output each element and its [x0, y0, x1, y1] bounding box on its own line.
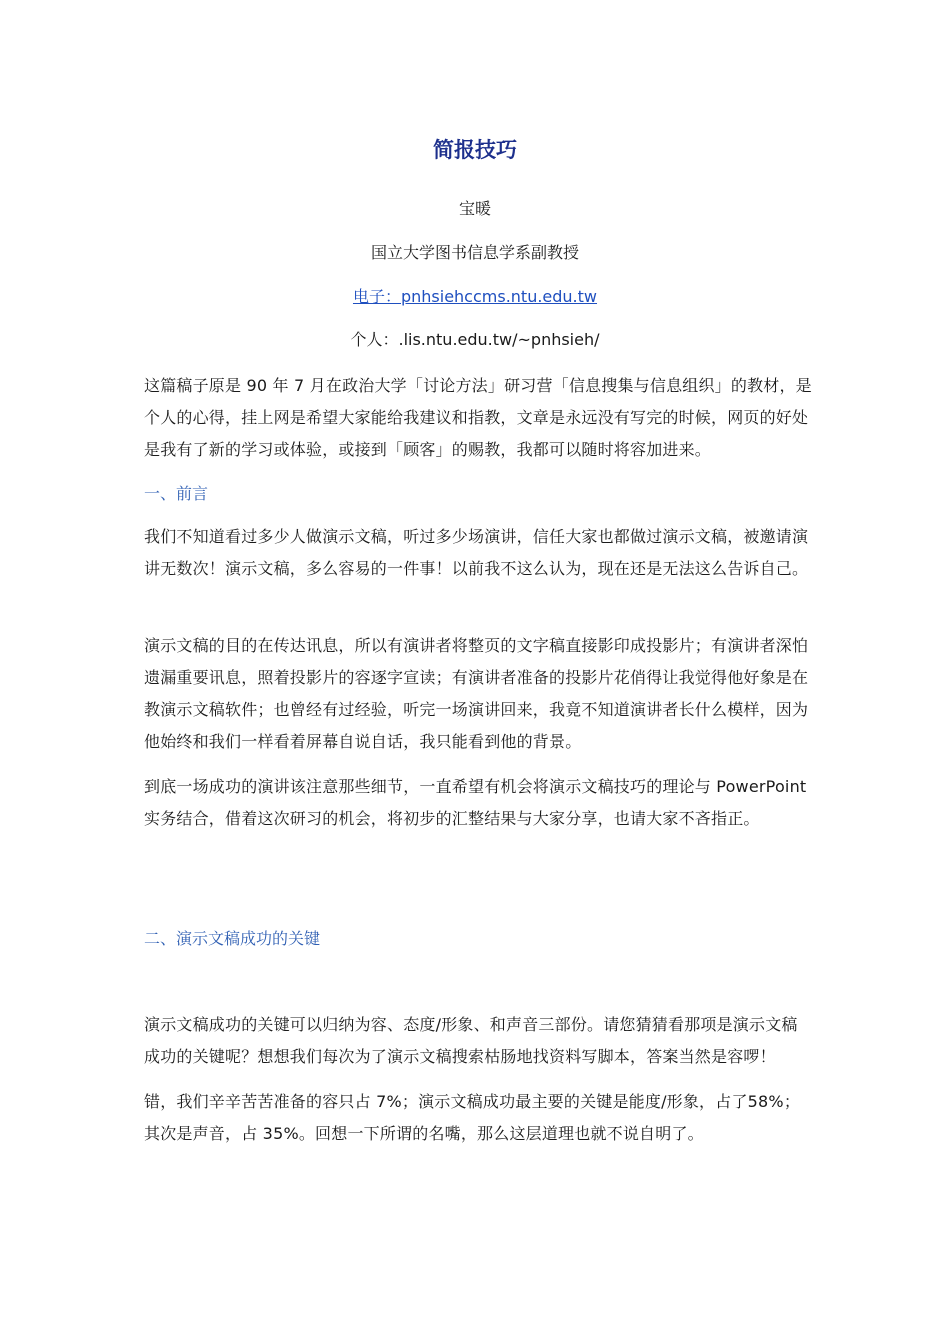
preface-paragraph-2: 演示文稿的目的在传达讯息，所以有演讲者将整页的文字稿直接影印成投影片；有演讲者深怕遗漏重要讯息，照着投影片的容逐字宣读；有演讲者准备的投影片花俏得让我觉得他好象是在教演示文稿软件；也曾经有过经验，听完一场演讲回来，我竟不知道演讲者长什么模样，因为他始终和我们一样看着屏幕自说自话，我只能看到他的背景。: [144, 636, 809, 751]
personal-homepage: 个人：.lis.ntu.edu.tw/~pnhsieh/: [350, 330, 600, 349]
document-title: 简报技巧: [433, 138, 517, 162]
preface-paragraph-3: 到底一场成功的演讲该注意那些细节，一直希望有机会将演示文稿技巧的理论与 PowerPoint 实务结合，借着这次研习的机会，将初步的汇整结果与大家分享，也请大家不吝指正。: [144, 777, 807, 828]
author-affiliation: 国立大学图书信息学系副教授: [370, 243, 579, 262]
keys-paragraph-2: 错，我们辛辛苦苦准备的容只占 7%；演示文稿成功最主要的关键是能度/形象，占了58%；其次是声音，占 35%。回想一下所谓的名嘴，那么这层道理也就不说自明了。: [144, 1092, 801, 1143]
intro-paragraph: 这篇稿子原是 90 年 7 月在政治大学「讨论方法」研习营「信息搜集与信息组织」的教材，是个人的心得，挂上网是希望大家能给我建议和指教，文章是永远没有写完的时候，网页的好处是我有了新的学习或体验，或接到「顾客」的赐教，我都可以随时将容加进来。: [144, 376, 812, 459]
preface-paragraph-1: 我们不知道看过多少人做演示文稿，听过多少场演讲，信任大家也都做过演示文稿，被邀请演讲无数次！演示文稿，多么容易的一件事！以前我不这么认为，现在还是无法这么告诉自己。: [144, 527, 809, 578]
email-link[interactable]: 电子：pnhsiehccms.ntu.edu.tw: [352, 287, 598, 306]
section-heading-preface: 一、前言: [144, 484, 209, 503]
author-name: 宝暖: [458, 199, 491, 218]
keys-paragraph-1: 演示文稿成功的关键可以归纳为容、态度/形象、和声音三部份。请您猜猜看那项是演示文稿成功的关键呢？想想我们每次为了演示文稿搜索枯肠地找资料写脚本，答案当然是容啰！: [144, 1015, 798, 1066]
section-heading-keys: 二、演示文稿成功的关键: [144, 929, 321, 948]
